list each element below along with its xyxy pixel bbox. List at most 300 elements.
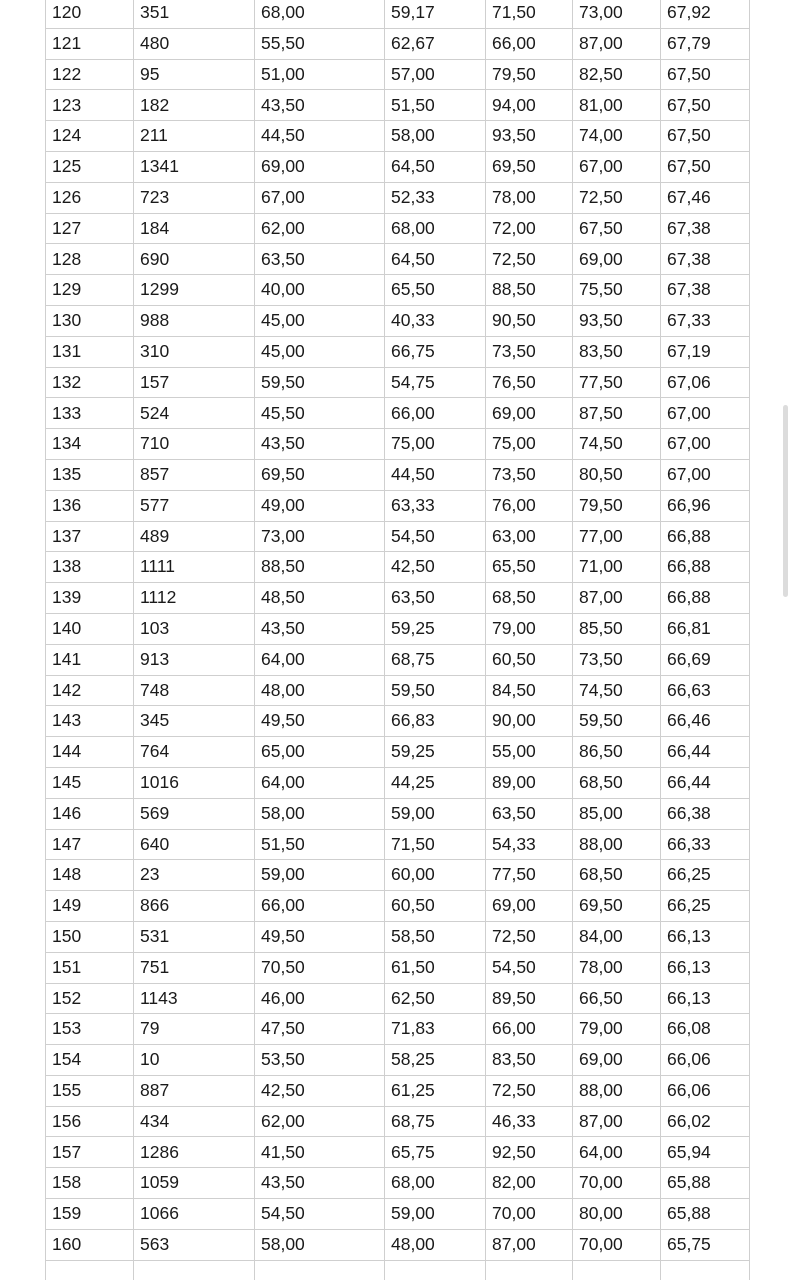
rank-cell: 146 [46,798,134,829]
score-2-cell: 59,17 [385,0,486,28]
score-4-cell: 74,00 [573,121,661,152]
table-row [46,213,750,244]
id-cell: 640 [134,829,255,860]
table-row [46,305,750,336]
id-cell: 569 [134,798,255,829]
score-1-cell: 64,00 [255,644,385,675]
score-4-cell: 70,00 [573,1168,661,1199]
score-4-cell: 59,50 [573,706,661,737]
rank-cell: 148 [46,860,134,891]
score-1-cell: 53,50 [255,1045,385,1076]
score-1-cell: 68,00 [255,0,385,28]
score-1-cell: 63,50 [255,244,385,275]
score-4-cell [573,1260,661,1280]
id-cell: 434 [134,1106,255,1137]
score-1-cell: 43,50 [255,429,385,460]
score-3-cell: 54,50 [486,952,573,983]
score-2-cell: 62,50 [385,983,486,1014]
score-4-cell: 83,50 [573,336,661,367]
score-2-cell: 52,33 [385,182,486,213]
table-row [46,829,750,860]
score-3-cell: 71,50 [486,0,573,28]
table-row [46,737,750,768]
score-4-cell: 82,50 [573,59,661,90]
rank-cell: 128 [46,244,134,275]
table-row [46,121,750,152]
score-3-cell: 89,50 [486,983,573,1014]
id-cell: 723 [134,182,255,213]
score-2-cell: 59,25 [385,613,486,644]
id-cell [134,1260,255,1280]
score-2-cell: 40,33 [385,305,486,336]
rank-cell: 143 [46,706,134,737]
table-row [46,983,750,1014]
id-cell: 1299 [134,275,255,306]
average-cell: 67,46 [661,182,750,213]
average-cell: 66,33 [661,829,750,860]
score-1-cell: 51,00 [255,59,385,90]
rank-cell: 121 [46,28,134,59]
average-cell: 66,81 [661,613,750,644]
id-cell: 184 [134,213,255,244]
id-cell: 310 [134,336,255,367]
score-4-cell: 67,00 [573,151,661,182]
average-cell: 67,50 [661,151,750,182]
rank-cell: 160 [46,1229,134,1260]
score-1-cell: 69,50 [255,459,385,490]
score-4-cell: 75,50 [573,275,661,306]
score-3-cell: 63,50 [486,798,573,829]
score-3-cell: 89,00 [486,767,573,798]
average-cell: 66,13 [661,952,750,983]
score-1-cell: 45,00 [255,336,385,367]
table-row [46,151,750,182]
score-2-cell: 62,67 [385,28,486,59]
table-row [46,244,750,275]
table-row [46,1229,750,1260]
rank-cell: 126 [46,182,134,213]
average-cell: 66,96 [661,490,750,521]
average-cell: 66,13 [661,983,750,1014]
rank-cell: 138 [46,552,134,583]
score-4-cell: 69,00 [573,1045,661,1076]
score-2-cell: 58,50 [385,921,486,952]
score-3-cell: 83,50 [486,1045,573,1076]
rank-cell: 154 [46,1045,134,1076]
score-3-cell: 65,50 [486,552,573,583]
results-table-body [46,0,750,1280]
score-4-cell: 85,00 [573,798,661,829]
score-4-cell: 77,50 [573,367,661,398]
score-3-cell: 70,00 [486,1199,573,1230]
id-cell: 489 [134,521,255,552]
score-3-cell: 54,33 [486,829,573,860]
score-1-cell: 62,00 [255,1106,385,1137]
score-1-cell: 49,50 [255,706,385,737]
score-3-cell: 69,00 [486,891,573,922]
table-row [46,490,750,521]
rank-cell: 142 [46,675,134,706]
rank-cell: 134 [46,429,134,460]
score-4-cell: 87,00 [573,28,661,59]
score-1-cell: 42,50 [255,1075,385,1106]
score-1-cell: 45,00 [255,305,385,336]
score-3-cell [486,1260,573,1280]
score-1-cell: 43,50 [255,1168,385,1199]
rank-cell: 139 [46,583,134,614]
score-1-cell: 66,00 [255,891,385,922]
score-4-cell: 74,50 [573,675,661,706]
score-1-cell: 69,00 [255,151,385,182]
score-4-cell: 88,00 [573,1075,661,1106]
score-2-cell: 65,50 [385,275,486,306]
rank-cell: 123 [46,90,134,121]
score-2-cell: 64,50 [385,151,486,182]
score-4-cell: 77,00 [573,521,661,552]
score-2-cell: 71,83 [385,1014,486,1045]
id-cell: 748 [134,675,255,706]
rank-cell: 150 [46,921,134,952]
score-3-cell: 72,00 [486,213,573,244]
score-4-cell: 86,50 [573,737,661,768]
score-4-cell: 73,50 [573,644,661,675]
rank-cell: 137 [46,521,134,552]
average-cell: 66,25 [661,860,750,891]
average-cell: 67,38 [661,213,750,244]
score-3-cell: 93,50 [486,121,573,152]
score-4-cell: 72,50 [573,182,661,213]
score-3-cell: 55,00 [486,737,573,768]
score-2-cell: 54,75 [385,367,486,398]
rank-cell: 130 [46,305,134,336]
score-4-cell: 70,00 [573,1229,661,1260]
table-row [46,0,750,28]
average-cell: 66,06 [661,1075,750,1106]
score-4-cell: 68,50 [573,860,661,891]
table-row [46,1137,750,1168]
average-cell: 67,50 [661,59,750,90]
score-2-cell: 54,50 [385,521,486,552]
score-4-cell: 87,00 [573,583,661,614]
rank-cell: 125 [46,151,134,182]
table-row [46,521,750,552]
score-3-cell: 94,00 [486,90,573,121]
table-row [46,1106,750,1137]
id-cell: 1066 [134,1199,255,1230]
score-2-cell: 59,00 [385,798,486,829]
id-cell: 351 [134,0,255,28]
rank-cell: 135 [46,459,134,490]
score-1-cell: 45,50 [255,398,385,429]
rank-cell: 132 [46,367,134,398]
score-3-cell: 76,00 [486,490,573,521]
score-3-cell: 73,50 [486,459,573,490]
id-cell: 1341 [134,151,255,182]
score-4-cell: 88,00 [573,829,661,860]
score-1-cell: 54,50 [255,1199,385,1230]
score-2-cell: 63,33 [385,490,486,521]
score-4-cell: 93,50 [573,305,661,336]
average-cell: 67,06 [661,367,750,398]
score-1-cell: 48,50 [255,583,385,614]
rank-cell: 136 [46,490,134,521]
score-1-cell: 70,50 [255,952,385,983]
score-2-cell: 59,00 [385,1199,486,1230]
score-1-cell: 73,00 [255,521,385,552]
score-1-cell: 59,00 [255,860,385,891]
score-2-cell: 48,00 [385,1229,486,1260]
score-3-cell: 76,50 [486,367,573,398]
score-4-cell: 81,00 [573,90,661,121]
id-cell: 577 [134,490,255,521]
vertical-scrollbar[interactable] [783,405,788,597]
rank-cell: 149 [46,891,134,922]
score-2-cell: 60,50 [385,891,486,922]
score-3-cell: 69,00 [486,398,573,429]
id-cell: 23 [134,860,255,891]
table-row [46,367,750,398]
rank-cell: 145 [46,767,134,798]
id-cell: 10 [134,1045,255,1076]
rank-cell: 157 [46,1137,134,1168]
score-3-cell: 46,33 [486,1106,573,1137]
table-row [46,891,750,922]
table-row [46,336,750,367]
score-2-cell: 42,50 [385,552,486,583]
table-row [46,952,750,983]
score-4-cell: 80,00 [573,1199,661,1230]
rank-cell: 153 [46,1014,134,1045]
score-1-cell [255,1260,385,1280]
average-cell: 65,88 [661,1199,750,1230]
rank-cell: 152 [46,983,134,1014]
score-1-cell: 46,00 [255,983,385,1014]
id-cell: 182 [134,90,255,121]
table-row [46,644,750,675]
score-4-cell: 64,00 [573,1137,661,1168]
score-1-cell: 64,00 [255,767,385,798]
score-2-cell: 68,75 [385,644,486,675]
score-3-cell: 68,50 [486,583,573,614]
rank-cell: 140 [46,613,134,644]
average-cell: 67,79 [661,28,750,59]
score-2-cell: 71,50 [385,829,486,860]
score-3-cell: 69,50 [486,151,573,182]
id-cell: 751 [134,952,255,983]
average-cell: 66,02 [661,1106,750,1137]
score-1-cell: 47,50 [255,1014,385,1045]
score-4-cell: 85,50 [573,613,661,644]
score-1-cell: 65,00 [255,737,385,768]
average-cell: 67,33 [661,305,750,336]
score-3-cell: 63,00 [486,521,573,552]
score-2-cell: 66,75 [385,336,486,367]
score-2-cell: 68,00 [385,213,486,244]
score-3-cell: 79,50 [486,59,573,90]
score-2-cell: 68,75 [385,1106,486,1137]
table-row [46,552,750,583]
score-2-cell: 66,00 [385,398,486,429]
score-3-cell: 73,50 [486,336,573,367]
score-3-cell: 90,00 [486,706,573,737]
score-3-cell: 66,00 [486,28,573,59]
average-cell: 65,88 [661,1168,750,1199]
average-cell: 67,38 [661,244,750,275]
average-cell: 67,38 [661,275,750,306]
score-2-cell: 51,50 [385,90,486,121]
table-row [46,1014,750,1045]
table-row [46,59,750,90]
id-cell: 95 [134,59,255,90]
table-row [46,921,750,952]
id-cell: 345 [134,706,255,737]
table-row [46,398,750,429]
id-cell: 1016 [134,767,255,798]
id-cell: 913 [134,644,255,675]
table-row [46,459,750,490]
score-3-cell: 92,50 [486,1137,573,1168]
rank-cell: 158 [46,1168,134,1199]
average-cell [661,1260,750,1280]
id-cell: 563 [134,1229,255,1260]
id-cell: 524 [134,398,255,429]
table-row [46,1075,750,1106]
score-1-cell: 55,50 [255,28,385,59]
id-cell: 988 [134,305,255,336]
score-2-cell: 68,00 [385,1168,486,1199]
score-4-cell: 66,50 [573,983,661,1014]
average-cell: 65,94 [661,1137,750,1168]
average-cell: 66,88 [661,583,750,614]
id-cell: 103 [134,613,255,644]
average-cell: 66,63 [661,675,750,706]
table-row [46,706,750,737]
score-1-cell: 41,50 [255,1137,385,1168]
score-1-cell: 49,50 [255,921,385,952]
rank-cell: 131 [46,336,134,367]
score-1-cell: 59,50 [255,367,385,398]
table-row [46,1199,750,1230]
average-cell: 66,44 [661,767,750,798]
score-2-cell: 44,25 [385,767,486,798]
id-cell: 1286 [134,1137,255,1168]
average-cell: 66,69 [661,644,750,675]
id-cell: 710 [134,429,255,460]
id-cell: 857 [134,459,255,490]
score-4-cell: 73,00 [573,0,661,28]
score-4-cell: 87,50 [573,398,661,429]
score-1-cell: 48,00 [255,675,385,706]
table-row [46,28,750,59]
average-cell: 67,50 [661,121,750,152]
score-2-cell: 60,00 [385,860,486,891]
table-row [46,798,750,829]
table-row [46,429,750,460]
average-cell: 66,06 [661,1045,750,1076]
score-4-cell: 79,00 [573,1014,661,1045]
score-3-cell: 87,00 [486,1229,573,1260]
id-cell: 531 [134,921,255,952]
table-row [46,1045,750,1076]
id-cell: 211 [134,121,255,152]
score-2-cell: 61,50 [385,952,486,983]
score-2-cell [385,1260,486,1280]
average-cell: 67,00 [661,429,750,460]
id-cell: 157 [134,367,255,398]
average-cell: 66,08 [661,1014,750,1045]
score-4-cell: 79,50 [573,490,661,521]
score-2-cell: 61,25 [385,1075,486,1106]
score-1-cell: 58,00 [255,1229,385,1260]
average-cell: 67,00 [661,398,750,429]
average-cell: 65,75 [661,1229,750,1260]
score-2-cell: 57,00 [385,59,486,90]
score-1-cell: 43,50 [255,90,385,121]
score-2-cell: 58,00 [385,121,486,152]
rank-cell: 147 [46,829,134,860]
rank-cell: 159 [46,1199,134,1230]
table-row [46,860,750,891]
average-cell: 67,19 [661,336,750,367]
score-2-cell: 59,25 [385,737,486,768]
rank-cell: 144 [46,737,134,768]
score-1-cell: 58,00 [255,798,385,829]
table-row [46,583,750,614]
score-1-cell: 88,50 [255,552,385,583]
rank-cell: 155 [46,1075,134,1106]
score-3-cell: 78,00 [486,182,573,213]
score-1-cell: 43,50 [255,613,385,644]
score-2-cell: 58,25 [385,1045,486,1076]
table-row [46,613,750,644]
rank-cell: 133 [46,398,134,429]
score-3-cell: 84,50 [486,675,573,706]
rank-cell: 124 [46,121,134,152]
rank-cell: 122 [46,59,134,90]
id-cell: 79 [134,1014,255,1045]
id-cell: 690 [134,244,255,275]
score-2-cell: 64,50 [385,244,486,275]
rank-cell: 120 [46,0,134,28]
table-row [46,1260,750,1280]
score-4-cell: 67,50 [573,213,661,244]
id-cell: 480 [134,28,255,59]
score-3-cell: 90,50 [486,305,573,336]
score-3-cell: 60,50 [486,644,573,675]
id-cell: 764 [134,737,255,768]
score-1-cell: 51,50 [255,829,385,860]
score-4-cell: 80,50 [573,459,661,490]
average-cell: 66,25 [661,891,750,922]
average-cell: 66,44 [661,737,750,768]
id-cell: 1111 [134,552,255,583]
score-4-cell: 78,00 [573,952,661,983]
score-2-cell: 65,75 [385,1137,486,1168]
score-3-cell: 66,00 [486,1014,573,1045]
score-4-cell: 69,50 [573,891,661,922]
score-2-cell: 66,83 [385,706,486,737]
score-2-cell: 44,50 [385,459,486,490]
score-4-cell: 84,00 [573,921,661,952]
rank-cell: 129 [46,275,134,306]
score-2-cell: 59,50 [385,675,486,706]
average-cell: 66,88 [661,552,750,583]
average-cell: 66,13 [661,921,750,952]
score-3-cell: 75,00 [486,429,573,460]
id-cell: 887 [134,1075,255,1106]
score-3-cell: 88,50 [486,275,573,306]
rank-cell: 151 [46,952,134,983]
